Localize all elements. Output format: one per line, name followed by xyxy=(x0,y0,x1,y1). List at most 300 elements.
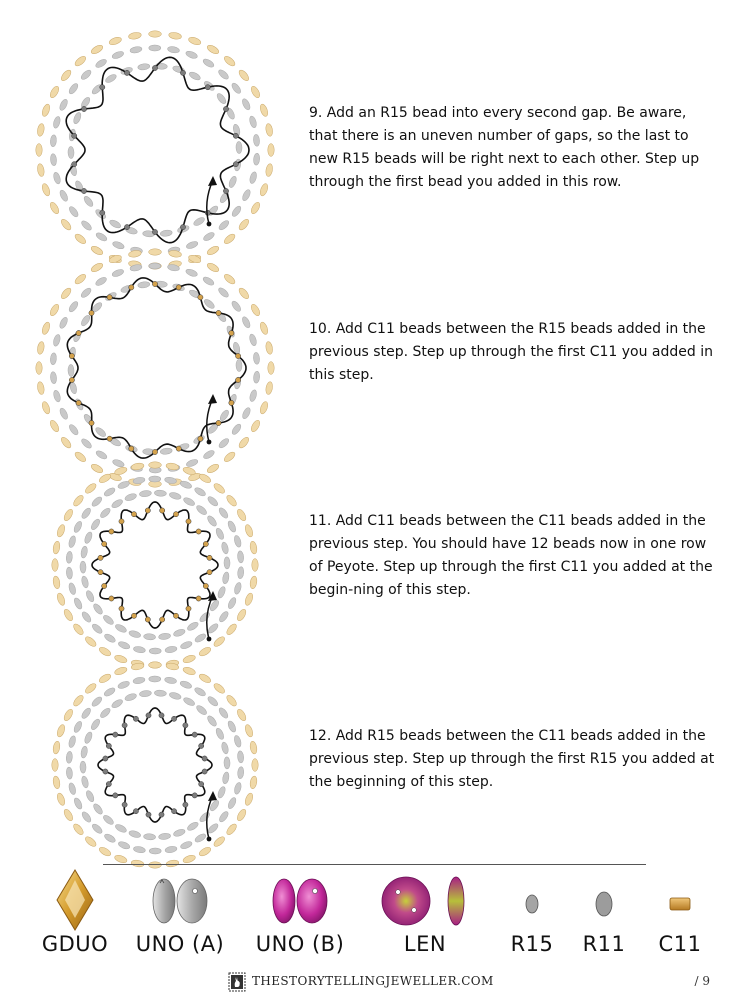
bead xyxy=(102,614,115,626)
bead xyxy=(117,480,130,490)
bead xyxy=(62,808,74,822)
bead-ring-diagram xyxy=(30,640,280,890)
thread-bead xyxy=(229,331,234,336)
bead xyxy=(237,566,244,578)
thread-bead xyxy=(109,596,114,601)
thread-bead xyxy=(81,188,86,193)
thread-bead xyxy=(72,133,77,138)
bead xyxy=(80,69,93,82)
bead xyxy=(49,85,61,99)
thread-bead xyxy=(106,743,111,748)
bead xyxy=(99,707,112,720)
bead xyxy=(133,846,146,854)
bead xyxy=(72,622,85,636)
thread-bead xyxy=(186,606,191,611)
bead xyxy=(268,144,274,157)
bead xyxy=(217,68,230,81)
bead xyxy=(182,696,195,707)
bead xyxy=(41,103,51,117)
step-12-diagram xyxy=(30,640,280,890)
bead xyxy=(90,262,104,274)
thread-bead xyxy=(131,613,136,618)
bead xyxy=(217,286,230,299)
bead xyxy=(215,527,226,540)
bead xyxy=(222,571,230,584)
bead xyxy=(52,172,61,185)
bead xyxy=(227,520,238,533)
bead xyxy=(182,466,196,476)
bead xyxy=(227,796,238,809)
bead xyxy=(217,706,229,719)
thread-bead xyxy=(113,793,118,798)
bead xyxy=(206,44,220,56)
bead xyxy=(52,776,61,790)
bead xyxy=(56,592,66,606)
bead xyxy=(72,111,82,124)
bead xyxy=(95,231,108,242)
thread-bead xyxy=(103,769,108,774)
bead xyxy=(80,561,86,573)
bead xyxy=(103,486,116,497)
legend-item-r11 xyxy=(572,870,636,970)
bead xyxy=(130,264,143,272)
bead xyxy=(90,44,104,56)
bead xyxy=(249,389,258,402)
bead xyxy=(167,264,180,272)
bead xyxy=(80,507,92,520)
thread-bead xyxy=(133,716,138,721)
bead xyxy=(50,353,57,365)
bead xyxy=(68,735,77,748)
page-number: / 9 xyxy=(694,974,710,988)
thread-bead xyxy=(202,756,207,761)
bead xyxy=(94,58,107,69)
bead xyxy=(236,508,248,522)
step-9-instruction: 9. Add an R15 bead into every second gap. Be aware, that there is an uneven number of gaps, so the last to new R15 beads will be right next to each other. Step up through the first bead you added in this row. xyxy=(309,105,700,190)
thread-bead xyxy=(198,295,203,300)
thread-bead xyxy=(216,310,221,315)
bead xyxy=(73,55,87,68)
bead xyxy=(60,286,73,300)
thread-bead xyxy=(172,809,177,814)
bead xyxy=(217,219,230,232)
thread-bead xyxy=(233,162,238,167)
bead xyxy=(248,115,257,128)
bead xyxy=(250,85,262,99)
bead xyxy=(198,472,212,484)
bead xyxy=(66,751,73,763)
thread-bead xyxy=(100,85,105,90)
bead xyxy=(164,476,177,484)
thread-bead xyxy=(152,281,157,286)
bead xyxy=(237,766,244,778)
bead xyxy=(72,822,85,836)
bead xyxy=(250,419,262,433)
thread-bead xyxy=(124,70,129,75)
bead xyxy=(212,482,226,495)
bead xyxy=(259,321,269,335)
bead xyxy=(259,401,269,415)
bead xyxy=(236,359,242,371)
bead xyxy=(250,303,262,317)
gduo-bead-icon xyxy=(53,868,97,932)
bead xyxy=(225,694,238,708)
rabbit-stamp-icon xyxy=(228,972,246,992)
thread-bead xyxy=(236,377,241,382)
bead xyxy=(241,188,252,201)
bead xyxy=(186,621,199,632)
bead xyxy=(202,275,215,286)
footer-site: THESTORYTELLINGJEWELLER.COM xyxy=(252,974,494,988)
thread-bead xyxy=(102,541,107,546)
thread-bead xyxy=(98,570,103,575)
thread-bead xyxy=(199,782,204,787)
bead xyxy=(90,695,103,708)
thread-bead xyxy=(159,713,164,718)
arrow-head-icon xyxy=(208,791,217,801)
bead xyxy=(133,476,146,484)
bead xyxy=(206,714,218,727)
bead xyxy=(217,506,229,519)
thread-bead xyxy=(160,617,165,622)
bead xyxy=(50,153,57,166)
bead xyxy=(37,381,46,395)
bead xyxy=(182,496,195,507)
bead xyxy=(92,602,104,615)
bead xyxy=(237,551,244,564)
bead xyxy=(237,68,250,82)
thread-bead xyxy=(98,555,103,560)
bead xyxy=(49,303,61,317)
thread-bead xyxy=(72,162,77,167)
thread-bead xyxy=(223,106,228,111)
bead xyxy=(52,741,61,755)
legend-label-r11: R11 xyxy=(582,932,626,956)
bead xyxy=(225,622,238,636)
thread-bead xyxy=(192,793,197,798)
bead xyxy=(62,508,74,522)
thread-bead xyxy=(113,732,118,737)
bead xyxy=(198,846,212,858)
bead xyxy=(82,195,94,208)
bead xyxy=(215,92,227,105)
thread-bead xyxy=(146,713,151,718)
step-up-arrow xyxy=(207,180,213,224)
bead xyxy=(193,686,206,697)
bead xyxy=(128,630,141,639)
bead xyxy=(139,490,152,498)
legend-item-uno-a xyxy=(130,870,230,970)
bead xyxy=(117,680,130,690)
bead xyxy=(52,541,61,555)
bead xyxy=(52,116,61,129)
bead xyxy=(68,535,77,548)
thread-bead xyxy=(223,188,228,193)
bead xyxy=(253,352,260,365)
bead xyxy=(236,141,242,153)
legend-item-c11 xyxy=(648,870,712,970)
bead xyxy=(56,724,66,738)
bead xyxy=(158,833,171,841)
bead xyxy=(165,845,178,853)
bead xyxy=(202,231,215,242)
bead xyxy=(207,622,220,635)
bead xyxy=(83,531,93,544)
bead xyxy=(128,830,141,839)
thread-bead xyxy=(100,210,105,215)
bead xyxy=(68,364,74,376)
bead xyxy=(230,205,242,218)
bead xyxy=(236,608,248,622)
bead xyxy=(41,321,51,335)
thread-bead xyxy=(145,617,150,622)
bead xyxy=(222,771,230,784)
bead xyxy=(233,735,242,748)
bead xyxy=(128,250,142,259)
bead xyxy=(84,682,98,695)
bead xyxy=(68,782,77,795)
bead xyxy=(52,334,61,347)
thread-bead xyxy=(76,400,81,405)
thread-bead xyxy=(69,377,74,382)
uno-b-bead-icon xyxy=(270,874,330,928)
bead xyxy=(52,576,61,590)
bead xyxy=(206,514,218,527)
bead xyxy=(117,840,130,850)
step-9-diagram xyxy=(30,25,280,275)
bead xyxy=(66,767,73,780)
page-footer xyxy=(0,970,750,994)
legend-item-gduo xyxy=(30,870,120,970)
bead xyxy=(233,582,242,595)
bead xyxy=(128,32,142,41)
bead xyxy=(83,731,93,744)
thread-bead xyxy=(146,812,151,817)
bead xyxy=(236,708,248,722)
thread-bead xyxy=(176,285,181,290)
bead xyxy=(149,476,161,482)
thread-bead xyxy=(199,743,204,748)
bead xyxy=(188,71,201,82)
bead xyxy=(52,390,61,403)
bead xyxy=(173,628,186,638)
bead xyxy=(224,757,230,769)
bead xyxy=(168,32,182,41)
thread-bead xyxy=(203,583,208,588)
bead xyxy=(185,50,198,60)
thread-bead xyxy=(233,133,238,138)
bead xyxy=(50,135,57,147)
bead xyxy=(98,472,112,484)
bead xyxy=(221,541,230,554)
bead xyxy=(41,183,51,197)
bead xyxy=(149,45,161,51)
bead xyxy=(268,362,274,375)
bead xyxy=(104,73,117,84)
bead xyxy=(114,666,128,676)
thread-bead xyxy=(76,331,81,336)
bead-legend xyxy=(0,870,750,970)
thread-bead xyxy=(160,508,165,513)
bead xyxy=(248,333,257,346)
thread-bead xyxy=(152,229,157,234)
bead xyxy=(37,123,46,137)
thread-bead xyxy=(207,555,212,560)
bead xyxy=(180,840,193,850)
bead xyxy=(241,98,252,111)
bead xyxy=(192,216,205,227)
bead xyxy=(99,507,112,520)
bead xyxy=(139,690,152,698)
bead xyxy=(212,835,226,848)
bead xyxy=(241,406,252,419)
thread-bead xyxy=(69,353,74,358)
legend-item-r15 xyxy=(500,870,564,970)
bead xyxy=(179,680,192,690)
bead xyxy=(233,782,242,795)
bead xyxy=(195,504,208,516)
bead xyxy=(217,786,227,799)
bead xyxy=(80,610,92,623)
bead xyxy=(237,218,250,232)
bead xyxy=(188,254,202,264)
bead xyxy=(84,835,98,848)
bead xyxy=(241,316,252,329)
bead xyxy=(58,407,69,420)
bead xyxy=(249,776,258,790)
bead xyxy=(195,704,208,716)
step-10-instruction: 10. Add C11 beads between the R15 beads added in the previous step. Step up through the first C11 you added in this step. xyxy=(309,321,713,383)
bead xyxy=(164,676,177,684)
bead xyxy=(224,557,230,569)
bead xyxy=(225,494,238,508)
bead xyxy=(108,219,121,230)
bead xyxy=(227,596,238,609)
r15-bead-icon xyxy=(524,893,540,915)
thread-bead xyxy=(203,541,208,546)
bead xyxy=(73,597,84,610)
bead xyxy=(81,775,90,788)
thread-bead xyxy=(129,285,134,290)
bead xyxy=(252,559,258,572)
bead xyxy=(68,423,80,436)
thread-bead xyxy=(229,400,234,405)
bead xyxy=(92,802,104,815)
bead xyxy=(230,82,242,95)
bead xyxy=(253,134,260,147)
bead xyxy=(185,268,198,278)
bead xyxy=(188,36,202,46)
thread-bead xyxy=(192,732,197,737)
legend-item-uno-b xyxy=(250,870,350,970)
bead xyxy=(73,520,84,533)
bead xyxy=(253,371,260,383)
bead xyxy=(80,810,92,823)
bead xyxy=(173,828,186,838)
bead xyxy=(249,541,258,555)
bead xyxy=(72,694,85,708)
bead xyxy=(36,362,42,375)
bead xyxy=(249,741,258,755)
legend-label-len: LEN xyxy=(403,932,447,956)
bead xyxy=(98,672,112,684)
bead xyxy=(124,492,137,502)
bead xyxy=(81,575,90,588)
bead xyxy=(253,153,260,165)
bead xyxy=(60,68,73,82)
bead xyxy=(149,462,162,468)
thread-bead xyxy=(119,606,124,611)
bead xyxy=(114,854,128,864)
bead xyxy=(114,623,127,634)
bead xyxy=(230,300,242,313)
thread-bead xyxy=(216,420,221,425)
bead xyxy=(250,201,262,215)
bead xyxy=(166,662,180,671)
thread-bead xyxy=(133,809,138,814)
bead xyxy=(58,189,69,202)
bead xyxy=(194,832,207,843)
bead xyxy=(62,608,74,622)
bead xyxy=(206,695,219,708)
thread-bead xyxy=(196,529,201,534)
thread-start-dot xyxy=(207,222,212,227)
bead xyxy=(149,249,162,255)
thread-bead xyxy=(107,295,112,300)
thread-bead xyxy=(119,519,124,524)
thread-bead xyxy=(131,512,136,517)
thread-bead xyxy=(124,225,129,230)
bead xyxy=(149,862,162,868)
bead xyxy=(111,498,124,509)
bead xyxy=(217,586,227,599)
bead xyxy=(198,811,211,824)
bead xyxy=(227,720,238,733)
bead xyxy=(108,36,122,46)
step-12-instruction: 12. Add R15 beads between the C11 beads added in the previous step. Step up through the first R15 you added at the beginning of this step. xyxy=(309,728,715,790)
bead xyxy=(80,761,86,773)
bead xyxy=(36,144,42,157)
bead xyxy=(182,854,196,864)
thread-bead xyxy=(173,613,178,618)
bead xyxy=(265,341,274,355)
bead xyxy=(154,690,166,697)
bead xyxy=(80,287,93,300)
c11-bead-icon xyxy=(668,896,692,912)
bead xyxy=(73,720,84,733)
bead xyxy=(80,314,92,327)
thread-bead xyxy=(180,70,185,75)
bead xyxy=(98,846,112,858)
thread-bead xyxy=(183,723,188,728)
arrow-head-icon xyxy=(208,394,217,404)
thread-bead xyxy=(202,769,207,774)
bead xyxy=(206,262,220,274)
bead xyxy=(80,219,93,232)
bead xyxy=(223,273,237,286)
legend-label-r15: R15 xyxy=(510,932,554,956)
bead xyxy=(244,724,254,738)
bead xyxy=(58,316,69,329)
legend-label-uno-a: UNO (A) xyxy=(135,932,225,956)
bead xyxy=(102,814,115,826)
bead xyxy=(84,482,98,495)
bead xyxy=(91,622,104,635)
thread-bead xyxy=(145,508,150,513)
bead xyxy=(249,576,258,590)
thread-bead xyxy=(196,596,201,601)
thread-bead xyxy=(102,583,107,588)
